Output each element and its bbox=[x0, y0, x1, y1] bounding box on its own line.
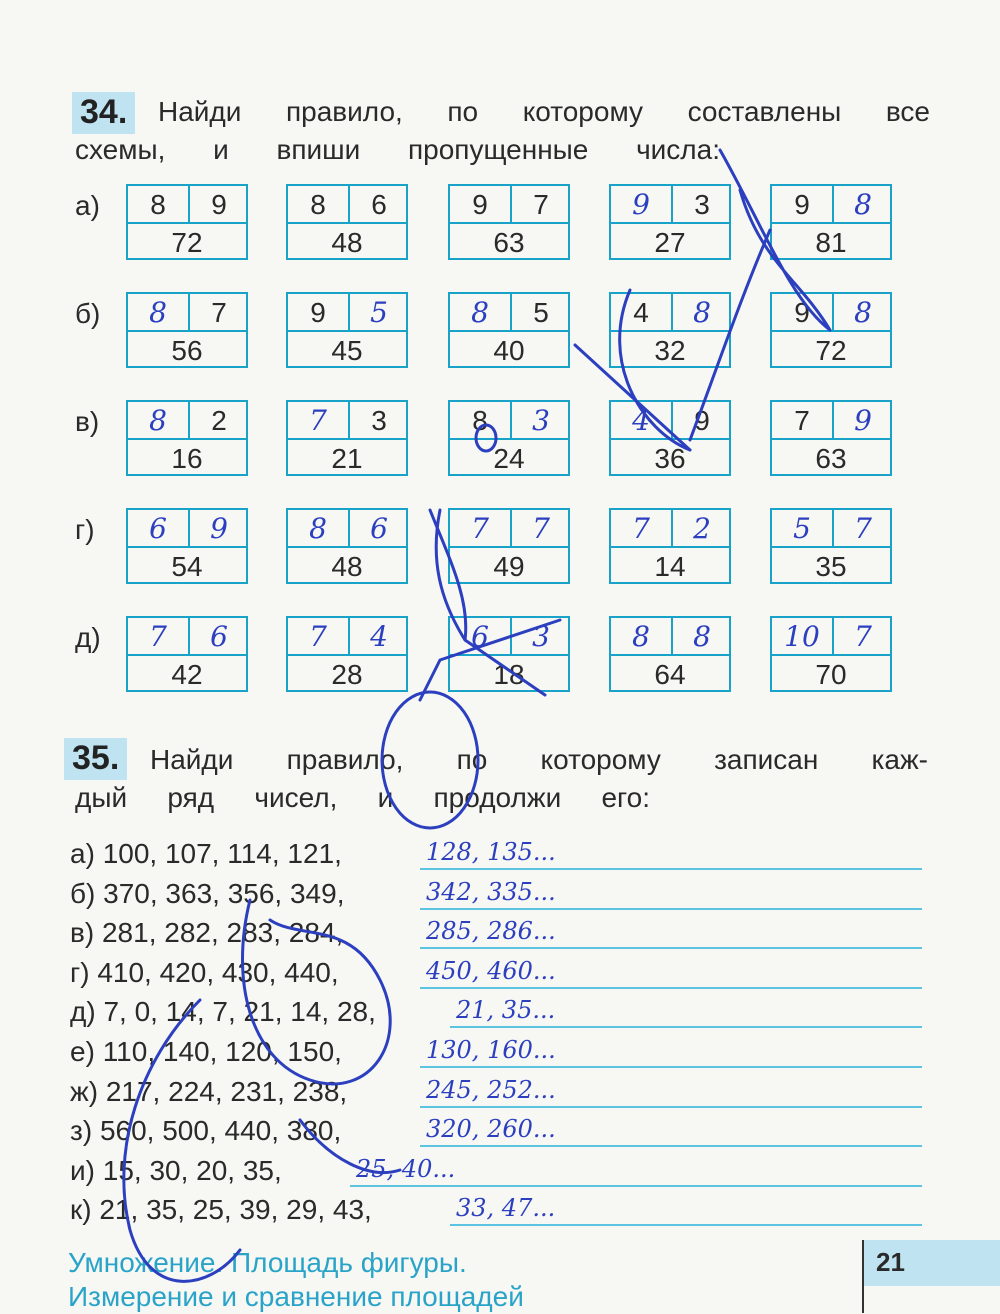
scheme-factor-right: 8 bbox=[854, 296, 872, 329]
sequence-answer-line[interactable] bbox=[420, 1115, 922, 1147]
sequence-answer-line[interactable] bbox=[420, 1036, 922, 1068]
scheme-factor-right: 7 bbox=[532, 512, 550, 545]
scheme-factor-right: 5 bbox=[370, 296, 388, 329]
sequence-answer: 21, 35... bbox=[456, 996, 556, 1024]
page-number-divider bbox=[862, 1240, 864, 1313]
sequence-numbers: 100, 107, 114, 121, bbox=[102, 838, 342, 869]
scheme-factor-left: 4 bbox=[632, 404, 650, 437]
scheme-factor-left: 7 bbox=[471, 512, 489, 545]
scheme-factor-left: 10 bbox=[784, 620, 820, 653]
scheme-box bbox=[609, 508, 731, 584]
sequence-answer-line[interactable] bbox=[420, 957, 922, 989]
scheme-factor-right: 2 bbox=[693, 512, 711, 545]
scheme-product: 36 bbox=[654, 443, 686, 474]
sequence-row bbox=[70, 1153, 282, 1189]
sequence-answer-line[interactable] bbox=[450, 996, 922, 1028]
sequence-answer-line[interactable] bbox=[420, 878, 922, 910]
scheme-factor-left: 7 bbox=[309, 404, 327, 437]
sequence-row bbox=[70, 994, 376, 1030]
scheme-factor-left: 8 bbox=[472, 405, 488, 436]
footer-topic-line2: Измерение и сравнение площадей bbox=[68, 1281, 524, 1312]
sequence-answer-line[interactable] bbox=[420, 838, 922, 870]
sequence-answer: 342, 335... bbox=[426, 878, 556, 906]
scheme-box bbox=[770, 184, 892, 260]
scheme-factor-right: 7 bbox=[533, 189, 549, 220]
scheme-factor-left: 8 bbox=[471, 296, 489, 329]
scheme-box bbox=[448, 184, 570, 260]
scheme-factor-left: 9 bbox=[794, 297, 810, 328]
scheme-factor-left: 7 bbox=[309, 620, 327, 653]
scheme-box bbox=[770, 292, 892, 368]
sequence-numbers: 281, 282, 283, 284, bbox=[101, 917, 344, 948]
scheme-factor-left: 8 bbox=[632, 620, 650, 653]
sequence-row bbox=[70, 1034, 342, 1070]
sequence-row bbox=[70, 955, 339, 991]
scheme-factor-right: 5 bbox=[533, 297, 549, 328]
scheme-product: 63 bbox=[815, 443, 847, 474]
scheme-factor-left: 4 bbox=[633, 297, 649, 328]
scheme-box bbox=[286, 400, 408, 476]
page-number: 21 bbox=[862, 1240, 1000, 1286]
sequence-label: в) bbox=[70, 917, 95, 948]
scheme-factor-left: 8 bbox=[310, 189, 326, 220]
sequence-label: ж) bbox=[70, 1076, 99, 1107]
sequence-answer: 320, 260... bbox=[426, 1115, 556, 1143]
scheme-factor-left: 7 bbox=[149, 620, 167, 653]
scheme-factor-left: 8 bbox=[149, 404, 167, 437]
sequence-numbers: 21, 35, 25, 39, 29, 43, bbox=[99, 1194, 372, 1225]
exercise-35-title-line2: дый ряд чисел, и продолжи его: bbox=[75, 782, 650, 813]
exercise-34-row-label: г) bbox=[75, 514, 95, 545]
sequence-answer-line[interactable] bbox=[420, 1076, 922, 1108]
sequence-label: е) bbox=[70, 1036, 95, 1067]
scheme-box bbox=[286, 508, 408, 584]
sequence-answer: 33, 47... bbox=[456, 1194, 556, 1222]
scheme-factor-left: 8 bbox=[150, 189, 166, 220]
sequence-answer: 130, 160... bbox=[426, 1036, 556, 1064]
exercise-34-row-label: б) bbox=[75, 298, 101, 329]
sequence-numbers: 217, 224, 231, 238, bbox=[105, 1076, 348, 1107]
scheme-product: 14 bbox=[654, 551, 686, 582]
scheme-factor-right: 4 bbox=[370, 620, 388, 653]
scheme-box bbox=[770, 400, 892, 476]
sequence-label: и) bbox=[70, 1155, 95, 1186]
scheme-factor-right: 7 bbox=[854, 512, 872, 545]
sequence-answer: 245, 252... bbox=[426, 1076, 556, 1104]
scheme-factor-right: 9 bbox=[211, 189, 227, 220]
scheme-product: 32 bbox=[654, 335, 686, 366]
scheme-factor-right: 7 bbox=[211, 297, 227, 328]
scheme-factor-right: 8 bbox=[693, 620, 711, 653]
scheme-product: 42 bbox=[171, 659, 203, 690]
scheme-factor-right: 3 bbox=[371, 405, 387, 436]
exercise-34-row-label: д) bbox=[75, 622, 101, 653]
scheme-factor-right: 8 bbox=[854, 188, 872, 221]
sequence-numbers: 370, 363, 356, 349, bbox=[103, 878, 345, 909]
sequence-row bbox=[70, 1074, 347, 1110]
sequence-answer: 128, 135... bbox=[426, 838, 556, 866]
scheme-box bbox=[448, 292, 570, 368]
scheme-product: 49 bbox=[493, 551, 525, 582]
scheme-factor-left: 9 bbox=[794, 189, 810, 220]
scheme-product: 72 bbox=[171, 227, 203, 258]
scheme-box bbox=[609, 400, 731, 476]
scheme-factor-left: 6 bbox=[471, 620, 489, 653]
sequence-answer: 285, 286... bbox=[426, 917, 556, 945]
scheme-product: 64 bbox=[654, 659, 686, 690]
scheme-box bbox=[126, 292, 248, 368]
scheme-box bbox=[448, 508, 570, 584]
scheme-product: 27 bbox=[654, 227, 686, 258]
scheme-product: 72 bbox=[815, 335, 847, 366]
exercise-35-title-line1: Найди правило, по которому записан каж- bbox=[150, 744, 928, 775]
exercise-34-title-line1: Найди правило, по которому составлены все bbox=[158, 96, 930, 127]
scheme-factor-left: 5 bbox=[793, 512, 811, 545]
scheme-factor-right: 9 bbox=[854, 404, 872, 437]
scheme-product: 48 bbox=[331, 551, 363, 582]
scheme-box bbox=[770, 616, 892, 692]
exercise-34-row-label: а) bbox=[75, 190, 100, 221]
scheme-product: 18 bbox=[493, 659, 525, 690]
scheme-product: 54 bbox=[171, 551, 203, 582]
scheme-box bbox=[448, 616, 570, 692]
scheme-product: 56 bbox=[171, 335, 203, 366]
scheme-product: 63 bbox=[493, 227, 525, 258]
sequence-label: д) bbox=[70, 996, 96, 1027]
scheme-factor-left: 6 bbox=[149, 512, 167, 545]
exercise-34-title-line2: схемы, и впиши пропущенные числа: bbox=[75, 134, 720, 165]
scheme-product: 40 bbox=[493, 335, 525, 366]
sequence-row bbox=[70, 836, 342, 872]
sequence-row bbox=[70, 1192, 372, 1228]
sequence-answer-line[interactable] bbox=[350, 1155, 922, 1187]
scheme-box bbox=[609, 184, 731, 260]
sequence-numbers: 560, 500, 440, 380, bbox=[99, 1115, 342, 1146]
sequence-label: з) bbox=[70, 1115, 93, 1146]
scheme-factor-right: 6 bbox=[210, 620, 228, 653]
scheme-product: 24 bbox=[493, 443, 525, 474]
scheme-factor-right: 3 bbox=[532, 404, 550, 437]
scheme-product: 45 bbox=[331, 335, 363, 366]
exercise-35-number: 35. bbox=[64, 738, 127, 780]
scheme-product: 48 bbox=[331, 227, 363, 258]
scheme-factor-right: 3 bbox=[532, 620, 550, 653]
scheme-factor-left: 7 bbox=[794, 405, 810, 436]
scheme-factor-right: 6 bbox=[370, 512, 388, 545]
sequence-row bbox=[70, 1113, 341, 1149]
scheme-factor-left: 9 bbox=[310, 297, 326, 328]
scheme-factor-right: 7 bbox=[854, 620, 872, 653]
scheme-product: 16 bbox=[171, 443, 203, 474]
sequence-answer-line[interactable] bbox=[450, 1194, 922, 1226]
scheme-box bbox=[126, 508, 248, 584]
scheme-factor-right: 2 bbox=[211, 405, 227, 436]
scheme-factor-right: 8 bbox=[693, 296, 711, 329]
footer-topic-line1: Умножение. Площадь фигуры. bbox=[68, 1247, 467, 1278]
scheme-box bbox=[286, 616, 408, 692]
sequence-label: а) bbox=[70, 838, 95, 869]
scheme-box bbox=[126, 184, 248, 260]
scheme-product: 21 bbox=[331, 443, 363, 474]
scheme-product: 70 bbox=[815, 659, 847, 690]
scheme-box bbox=[609, 292, 731, 368]
scheme-box bbox=[448, 400, 570, 476]
sequence-answer: 450, 460... bbox=[426, 957, 556, 985]
scheme-box bbox=[126, 400, 248, 476]
exercise-34-number: 34. bbox=[72, 92, 135, 134]
scheme-factor-left: 7 bbox=[632, 512, 650, 545]
sequence-numbers: 15, 30, 20, 35, bbox=[102, 1155, 282, 1186]
scheme-product: 81 bbox=[815, 227, 847, 258]
scheme-box bbox=[286, 292, 408, 368]
sequence-label: к) bbox=[70, 1194, 92, 1225]
sequence-numbers: 7, 0, 14, 7, 21, 14, 28, bbox=[103, 996, 376, 1027]
sequence-numbers: 110, 140, 120, 150, bbox=[102, 1036, 342, 1067]
scheme-product: 28 bbox=[331, 659, 363, 690]
sequence-label: г) bbox=[70, 957, 90, 988]
scheme-box bbox=[286, 184, 408, 260]
scheme-factor-right: 9 bbox=[210, 512, 228, 545]
scheme-factor-left: 8 bbox=[309, 512, 327, 545]
scheme-factor-left: 8 bbox=[149, 296, 167, 329]
scheme-factor-right: 6 bbox=[371, 189, 387, 220]
sequence-label: б) bbox=[70, 878, 96, 909]
scheme-factor-right: 9 bbox=[694, 405, 710, 436]
sequence-answer: 25, 40... bbox=[356, 1155, 456, 1183]
exercise-34-row-label: в) bbox=[75, 406, 100, 437]
sequence-row bbox=[70, 876, 344, 912]
sequence-answer-line[interactable] bbox=[420, 917, 922, 949]
scheme-box bbox=[770, 508, 892, 584]
scheme-factor-right: 3 bbox=[694, 189, 710, 220]
scheme-box bbox=[609, 616, 731, 692]
scheme-factor-left: 9 bbox=[472, 189, 488, 220]
scheme-product: 35 bbox=[815, 551, 847, 582]
scheme-box bbox=[126, 616, 248, 692]
sequence-numbers: 410, 420, 430, 440, bbox=[97, 957, 339, 988]
scheme-factor-left: 9 bbox=[632, 188, 650, 221]
sequence-row bbox=[70, 915, 343, 951]
